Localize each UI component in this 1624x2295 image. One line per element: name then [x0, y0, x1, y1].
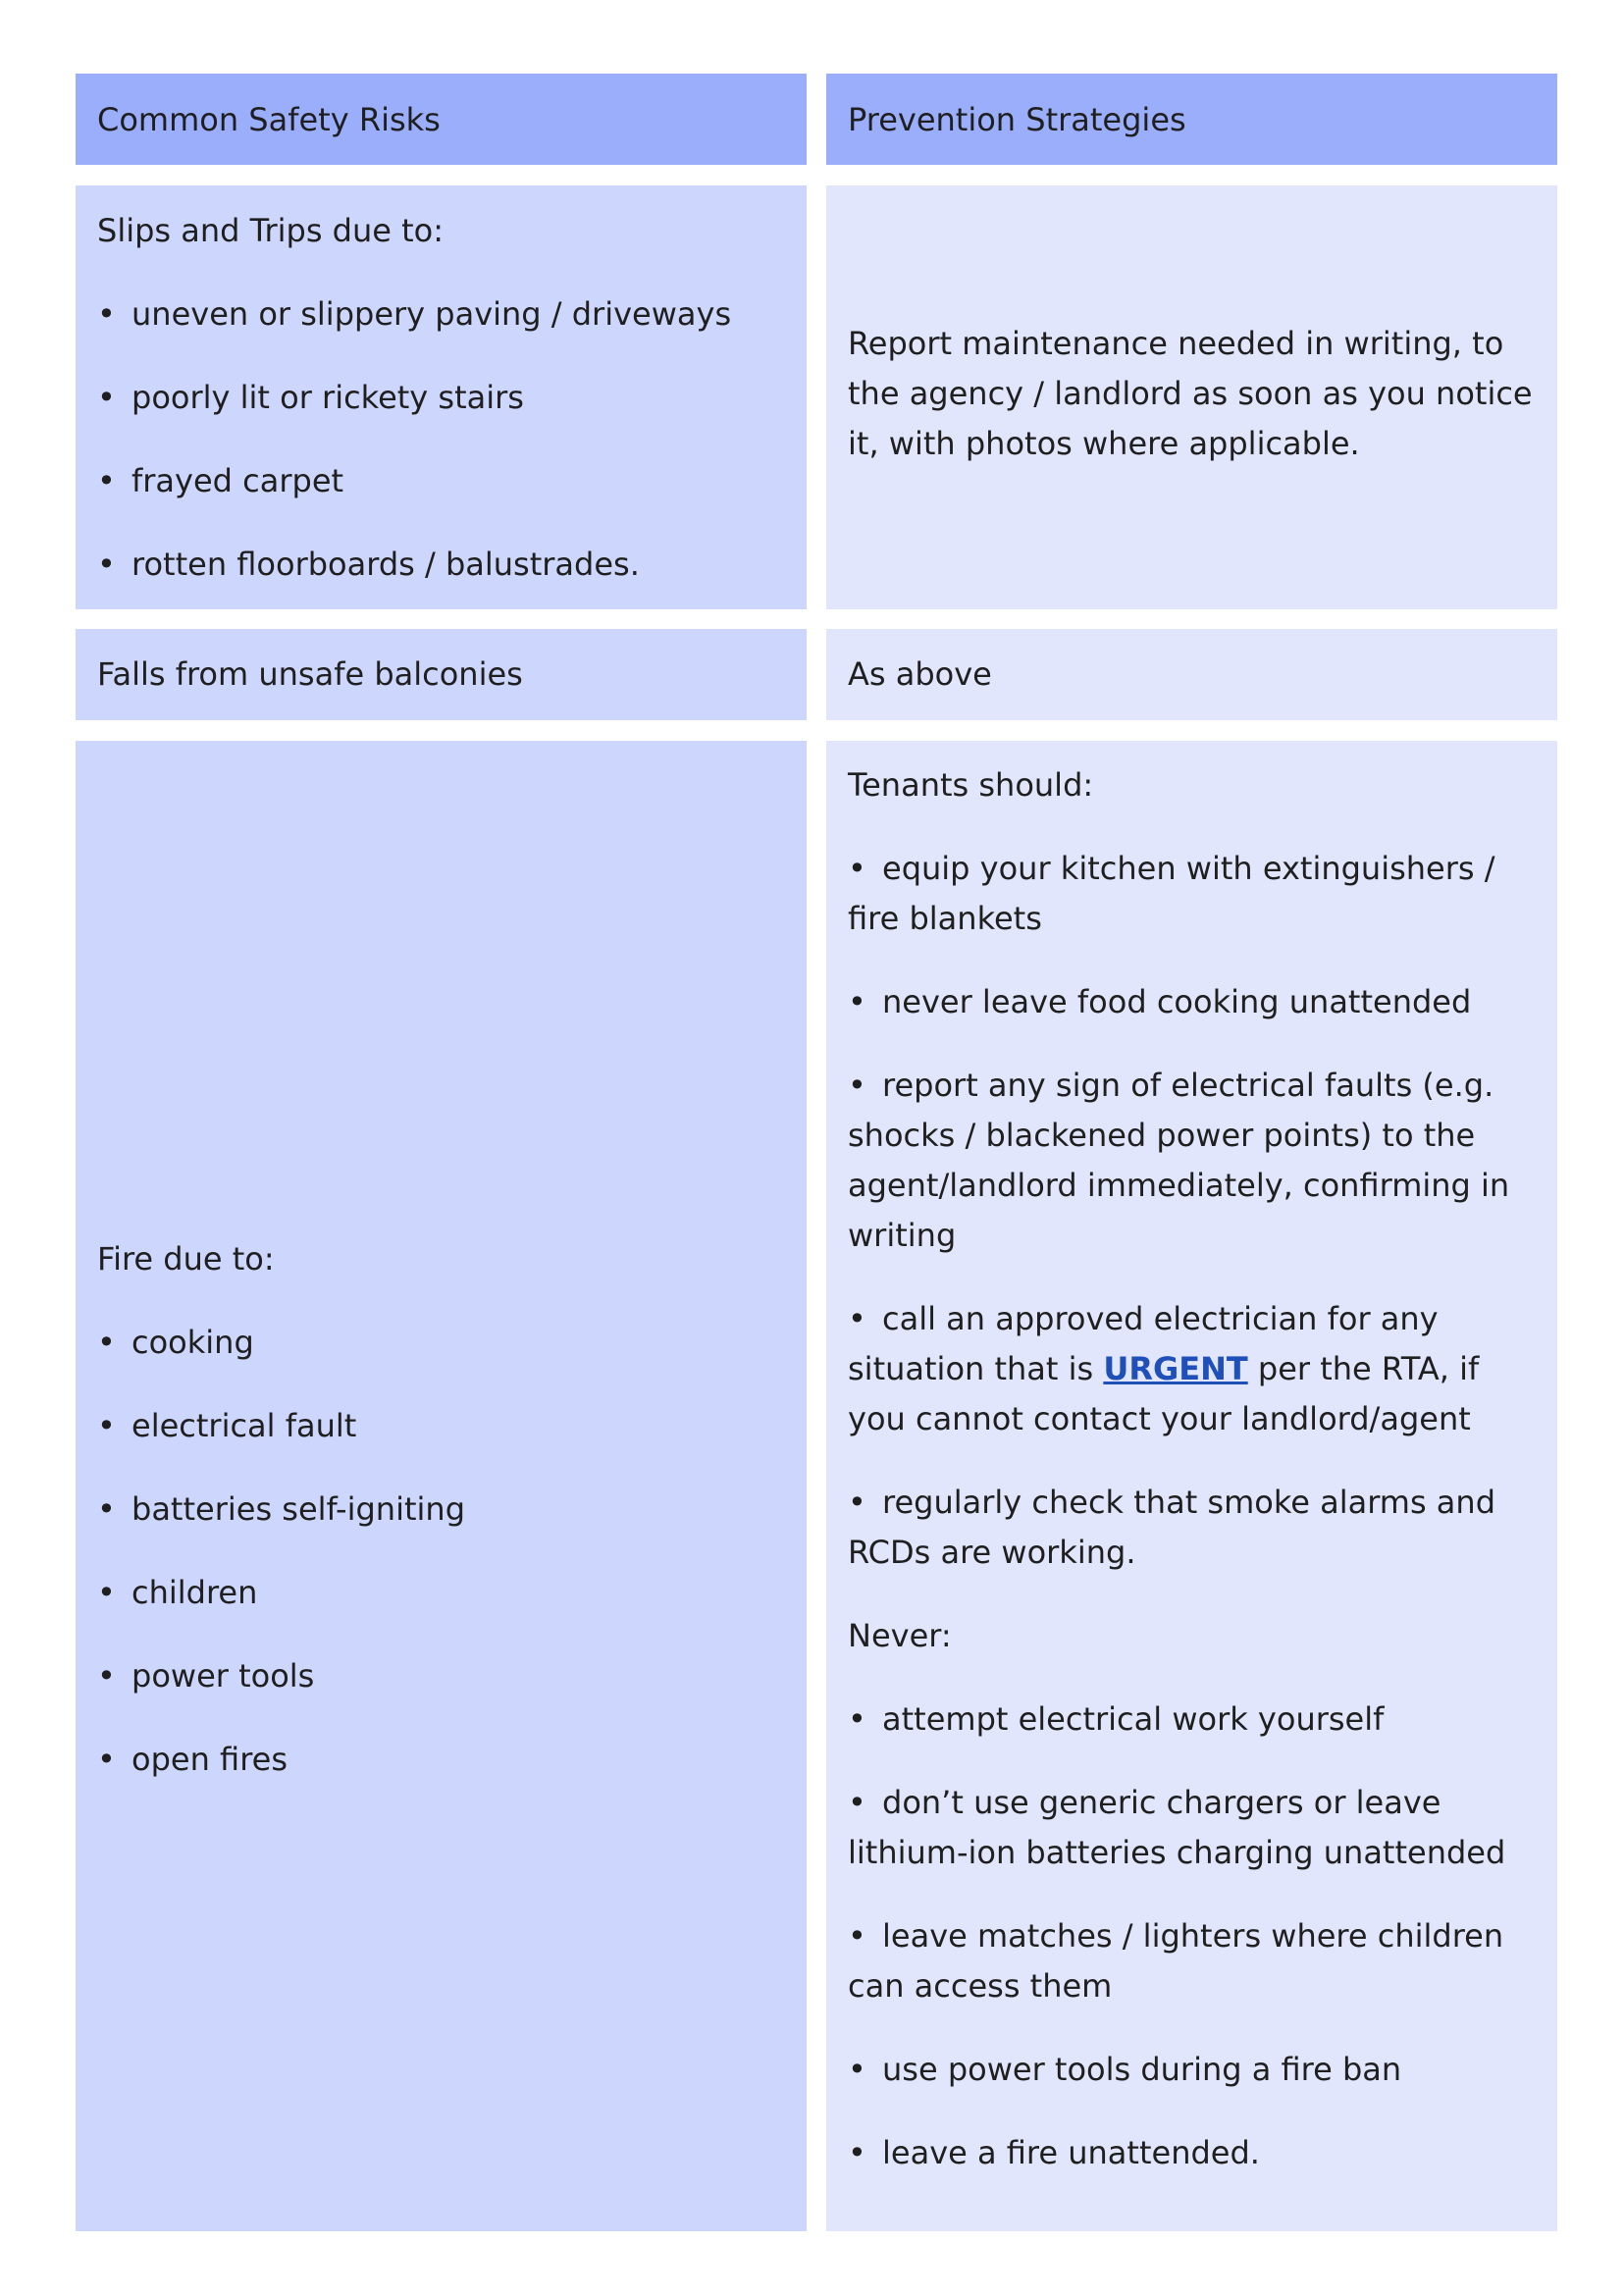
- list-item: • open fires: [97, 1741, 288, 1778]
- fire-title: Fire due to:: [97, 1240, 275, 1278]
- cell-slips-trips: [76, 185, 807, 609]
- list-item: • report any sign of electrical faults (e.g. shocks / blackened power points) to the agent/landlord immediately, confirming in writing: [848, 1067, 1510, 1254]
- list-item: • attempt electrical work yourself: [848, 1700, 1385, 1738]
- cell-fire-prevention: [826, 741, 1557, 2231]
- list-item: • rotten floorboards / balustrades.: [97, 546, 640, 583]
- list-item: • leave matches / lighters where children can access them: [848, 1917, 1504, 2005]
- list-item: • don’t use generic chargers or leave lithium-ion batteries charging unattended: [848, 1784, 1506, 1871]
- list-item: • leave a fire unattended.: [848, 2134, 1260, 2171]
- as-above-text: As above: [848, 655, 992, 693]
- header-prevention-strategies: [826, 74, 1557, 165]
- header-left-label: Common Safety Risks: [97, 100, 441, 138]
- cell-report-maintenance: [826, 185, 1557, 609]
- cell-fire-risks: [76, 741, 807, 2231]
- report-maintenance-text: Report maintenance needed in writing, to the agency / landlord as soon as you notice it, with photos where applicable.: [848, 325, 1533, 462]
- cell-as-above: [826, 629, 1557, 720]
- list-item: • batteries self-igniting: [97, 1490, 465, 1528]
- list-item: • equip your kitchen with extinguishers / fire blankets: [848, 850, 1495, 937]
- list-item: • use power tools during a fire ban: [848, 2051, 1402, 2088]
- header-right-label: Prevention Strategies: [848, 100, 1186, 138]
- list-item: • power tools: [97, 1657, 315, 1695]
- tenants-should-title: Tenants should:: [848, 766, 1094, 804]
- list-item: • children: [97, 1574, 258, 1611]
- cell-falls-balconies: [76, 629, 807, 720]
- urgent-link[interactable]: URGENT: [1103, 1350, 1248, 1387]
- list-item: • electrical fault: [97, 1407, 357, 1444]
- falls-text: Falls from unsafe balconies: [97, 655, 523, 693]
- list-item: • never leave food cooking unattended: [848, 983, 1472, 1020]
- list-item: • call an approved electrician for any situation that is URGENT per the RTA, if you cannot contact your landlord/agent: [848, 1300, 1480, 1437]
- list-item: • frayed carpet: [97, 462, 344, 499]
- slips-title: Slips and Trips due to:: [97, 212, 445, 249]
- header-common-safety-risks: [76, 74, 807, 165]
- list-item: • poorly lit or rickety stairs: [97, 379, 524, 416]
- list-item: • uneven or slippery paving / driveways: [97, 295, 732, 333]
- list-item: • regularly check that smoke alarms and RCDs are working.: [848, 1484, 1495, 1571]
- never-title: Never:: [848, 1617, 952, 1654]
- list-item: • cooking: [97, 1324, 254, 1361]
